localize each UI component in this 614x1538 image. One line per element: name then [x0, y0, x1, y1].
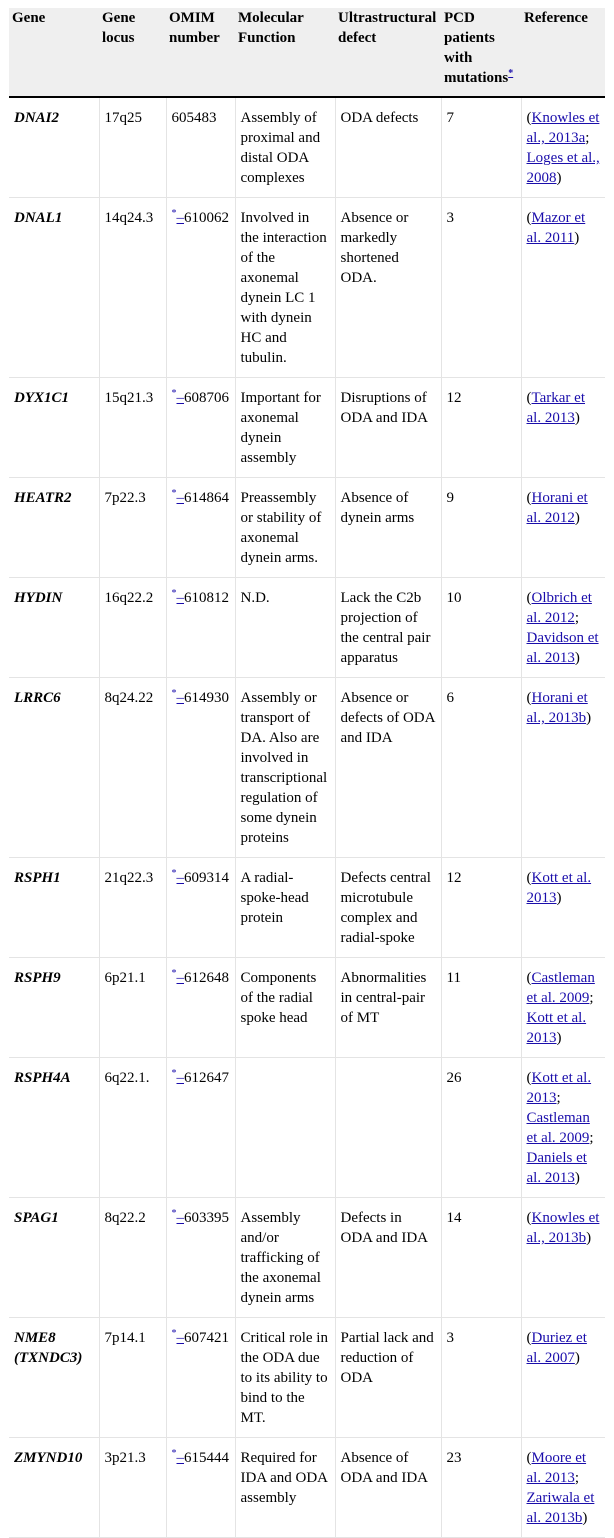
- gene-cell: LRRC6: [9, 678, 99, 858]
- omim-cell: [166, 198, 235, 378]
- omim-number: 612647: [184, 1070, 229, 1086]
- locus-cell: 16q22.2: [99, 578, 166, 678]
- defect-cell: Lack the C2b projection of the central pair apparatus: [335, 578, 441, 678]
- header-patients-label: PCD patients with mutations: [444, 10, 509, 86]
- gene-cell: NME8 (TXNDC3): [9, 1318, 99, 1438]
- defect-cell: Partial lack and reduction of ODA: [335, 1318, 441, 1438]
- locus-cell: 21q22.3: [99, 858, 166, 958]
- pcd-gene-table: [9, 8, 605, 1538]
- omim-cell: [166, 1058, 235, 1198]
- header-defect: Ultrastructural defect: [335, 8, 441, 97]
- reference-link[interactable]: Zariwala et al. 2013b: [526, 1490, 595, 1526]
- omim-number: 614930: [184, 690, 229, 706]
- reference-cell: (Kott et al. 2013; Castleman et al. 2009; Daniels et al. 2013): [521, 1058, 605, 1198]
- omim-dash: –: [176, 590, 184, 606]
- patients-cell: 11: [441, 958, 521, 1058]
- defect-cell: Absence of ODA and IDA: [335, 1438, 441, 1538]
- header-function: Molecular Function: [235, 8, 335, 97]
- defect-cell: Defects central microtubule complex and radial-spoke: [335, 858, 441, 958]
- locus-cell: 15q21.3: [99, 378, 166, 478]
- defect-cell: Absence of dynein arms: [335, 478, 441, 578]
- patients-cell: 7: [441, 97, 521, 198]
- omim-number: 610062: [184, 210, 229, 226]
- omim-footnote-link[interactable]: *: [171, 1448, 177, 1459]
- omim-number: 608706: [184, 390, 229, 406]
- reference-link[interactable]: Kott et al. 2013: [526, 870, 592, 906]
- gene-cell: RSPH1: [9, 858, 99, 958]
- gene-cell: RSPH4A: [9, 1058, 99, 1198]
- omim-cell: [166, 678, 235, 858]
- omim-footnote-link[interactable]: *: [171, 388, 177, 399]
- defect-cell: Disruptions of ODA and IDA: [335, 378, 441, 478]
- reference-link[interactable]: Kott et al. 2013: [526, 1070, 592, 1106]
- reference-cell: (Olbrich et al. 2012; Davidson et al. 2013): [521, 578, 605, 678]
- reference-cell: (Castleman et al. 2009; Kott et al. 2013): [521, 958, 605, 1058]
- function-cell: Critical role in the ODA due to its ability to bind to the MT.: [235, 1318, 335, 1438]
- table-container: [9, 8, 605, 1538]
- gene-cell: DYX1C1: [9, 378, 99, 478]
- omim-cell: [166, 1438, 235, 1538]
- function-cell: Assembly of proximal and distal ODA complexes: [235, 97, 335, 198]
- reference-link[interactable]: Knowles et al., 2013b: [526, 1210, 600, 1246]
- omim-cell: [166, 97, 235, 198]
- table-row: [9, 378, 605, 478]
- omim-number: 607421: [184, 1330, 229, 1346]
- locus-cell: 8q24.22: [99, 678, 166, 858]
- locus-cell: 8q22.2: [99, 1198, 166, 1318]
- omim-number: 614864: [184, 490, 229, 506]
- omim-dash: –: [176, 970, 184, 986]
- reference-link[interactable]: Tarkar et al. 2013: [526, 390, 585, 426]
- function-cell: N.D.: [235, 578, 335, 678]
- omim-footnote-link[interactable]: *: [171, 1208, 177, 1219]
- locus-cell: 3p21.3: [99, 1438, 166, 1538]
- reference-link[interactable]: Daniels et al. 2013: [526, 1150, 587, 1186]
- omim-dash: –: [176, 1210, 184, 1226]
- patients-cell: 26: [441, 1058, 521, 1198]
- omim-cell: [166, 858, 235, 958]
- patients-cell: 3: [441, 1318, 521, 1438]
- patients-cell: 12: [441, 378, 521, 478]
- patients-cell: 14: [441, 1198, 521, 1318]
- table-row: [9, 97, 605, 198]
- omim-dash: –: [176, 870, 184, 886]
- reference-cell: (Tarkar et al. 2013): [521, 378, 605, 478]
- defect-cell: Absence or defects of ODA and IDA: [335, 678, 441, 858]
- locus-cell: 7p14.1: [99, 1318, 166, 1438]
- omim-cell: [166, 578, 235, 678]
- reference-cell: (Duriez et al. 2007): [521, 1318, 605, 1438]
- omim-cell: [166, 378, 235, 478]
- table-header: [9, 8, 605, 97]
- table-body: [9, 97, 605, 1538]
- reference-link[interactable]: Kott et al. 2013: [526, 1010, 587, 1046]
- defect-cell: ODA defects: [335, 97, 441, 198]
- reference-link[interactable]: Horani et al., 2013b: [526, 690, 588, 726]
- reference-link[interactable]: Duriez et al. 2007: [526, 1330, 587, 1366]
- function-cell: Assembly and/or trafficking of the axonemal dynein arms: [235, 1198, 335, 1318]
- reference-cell: (Kott et al. 2013): [521, 858, 605, 958]
- gene-cell: HYDIN: [9, 578, 99, 678]
- omim-cell: [166, 958, 235, 1058]
- patients-cell: 6: [441, 678, 521, 858]
- patients-cell: 9: [441, 478, 521, 578]
- header-patients-footnote-link[interactable]: *: [508, 68, 514, 79]
- patients-cell: 12: [441, 858, 521, 958]
- table-row: [9, 958, 605, 1058]
- omim-dash: –: [176, 690, 184, 706]
- reference-link[interactable]: Olbrich et al. 2012: [526, 590, 592, 626]
- table-row: [9, 578, 605, 678]
- header-gene: Gene: [9, 8, 99, 97]
- reference-cell: (Mazor et al. 2011): [521, 198, 605, 378]
- reference-link[interactable]: Mazor et al. 2011: [526, 210, 586, 246]
- reference-link[interactable]: Knowles et al., 2013a: [526, 110, 600, 146]
- omim-dash: –: [176, 390, 184, 406]
- locus-cell: 6q22.1.: [99, 1058, 166, 1198]
- omim-number: 609314: [184, 870, 229, 886]
- defect-cell: Defects in ODA and IDA: [335, 1198, 441, 1318]
- omim-footnote-link[interactable]: *: [171, 1328, 177, 1339]
- reference-link[interactable]: Horani et al. 2012: [526, 490, 588, 526]
- omim-number: 603395: [184, 1210, 229, 1226]
- omim-footnote-link[interactable]: *: [171, 1068, 177, 1079]
- table-row: [9, 1438, 605, 1538]
- locus-cell: 6p21.1: [99, 958, 166, 1058]
- patients-cell: 3: [441, 198, 521, 378]
- omim-cell: [166, 1198, 235, 1318]
- omim-number: 612648: [184, 970, 229, 986]
- omim-footnote-link[interactable]: *: [171, 588, 177, 599]
- table-row: [9, 858, 605, 958]
- omim-cell: [166, 478, 235, 578]
- reference-cell: (Knowles et al., 2013b): [521, 1198, 605, 1318]
- gene-cell: HEATR2: [9, 478, 99, 578]
- gene-cell: RSPH9: [9, 958, 99, 1058]
- defect-cell: Abnormalities in central-pair of MT: [335, 958, 441, 1058]
- omim-footnote-link[interactable]: *: [171, 208, 177, 219]
- omim-dash: –: [176, 1070, 184, 1086]
- omim-footnote-link[interactable]: *: [171, 688, 177, 699]
- omim-cell: [166, 1318, 235, 1438]
- function-cell: Involved in the interaction of the axonemal dynein LC 1 with dynein HC and tubulin.: [235, 198, 335, 378]
- table-row: [9, 1198, 605, 1318]
- omim-dash: –: [176, 490, 184, 506]
- gene-cell: ZMYND10: [9, 1438, 99, 1538]
- omim-number: 605483: [171, 110, 217, 126]
- table-row: [9, 478, 605, 578]
- header-locus: Gene locus: [99, 8, 166, 97]
- omim-footnote-link[interactable]: *: [171, 968, 177, 979]
- patients-cell: 10: [441, 578, 521, 678]
- gene-cell: DNAL1: [9, 198, 99, 378]
- reference-link[interactable]: Davidson et al. 2013: [526, 630, 599, 666]
- patients-cell: 23: [441, 1438, 521, 1538]
- function-cell: Required for IDA and ODA assembly: [235, 1438, 335, 1538]
- locus-cell: 14q24.3: [99, 198, 166, 378]
- reference-link[interactable]: Castleman et al. 2009: [526, 1110, 590, 1146]
- function-cell: A radial-spoke-head protein: [235, 858, 335, 958]
- locus-cell: 7p22.3: [99, 478, 166, 578]
- function-cell: [235, 1058, 335, 1198]
- reference-link[interactable]: Loges et al., 2008: [526, 150, 600, 186]
- locus-cell: 17q25: [99, 97, 166, 198]
- reference-link[interactable]: Castleman et al. 2009: [526, 970, 595, 1006]
- function-cell: Preassembly or stability of axonemal dynein arms.: [235, 478, 335, 578]
- function-cell: Assembly or transport of DA. Also are involved in transcriptional regulation of some dynein proteins: [235, 678, 335, 858]
- reference-link[interactable]: Moore et al. 2013: [526, 1450, 587, 1486]
- reference-cell: (Horani et al., 2013b): [521, 678, 605, 858]
- omim-dash: –: [176, 1330, 184, 1346]
- defect-cell: [335, 1058, 441, 1198]
- omim-footnote-link[interactable]: *: [171, 868, 177, 879]
- table-row: [9, 1318, 605, 1438]
- omim-dash: –: [176, 1450, 184, 1466]
- function-cell: Important for axonemal dynein assembly: [235, 378, 335, 478]
- gene-cell: DNAI2: [9, 97, 99, 198]
- function-cell: Components of the radial spoke head: [235, 958, 335, 1058]
- header-patients: [441, 8, 521, 97]
- omim-number: 615444: [184, 1450, 229, 1466]
- reference-cell: (Horani et al. 2012): [521, 478, 605, 578]
- defect-cell: Absence or markedly shortened ODA.: [335, 198, 441, 378]
- reference-cell: (Moore et al. 2013; Zariwala et al. 2013b): [521, 1438, 605, 1538]
- table-row: [9, 198, 605, 378]
- omim-footnote-link[interactable]: *: [171, 488, 177, 499]
- table-row: [9, 678, 605, 858]
- omim-number: 610812: [184, 590, 229, 606]
- header-reference: Reference: [521, 8, 605, 97]
- table-row: [9, 1058, 605, 1198]
- omim-dash: –: [176, 210, 184, 226]
- reference-cell: (Knowles et al., 2013a; Loges et al., 2008): [521, 97, 605, 198]
- header-omim: OMIM number: [166, 8, 235, 97]
- gene-cell: SPAG1: [9, 1198, 99, 1318]
